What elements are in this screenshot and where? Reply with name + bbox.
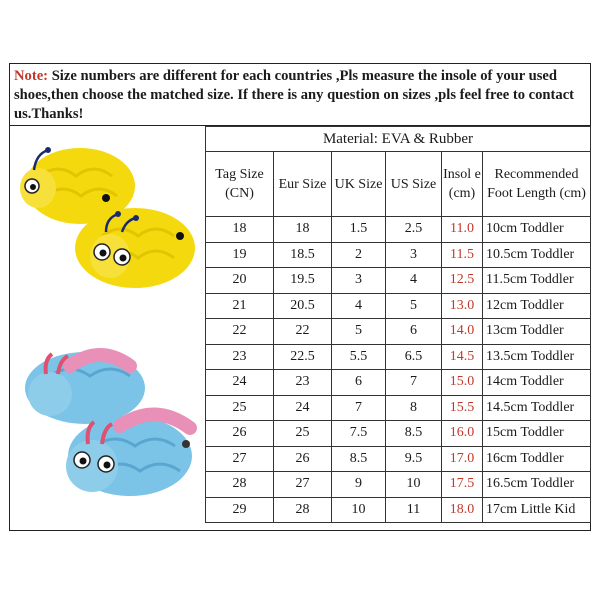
material-caption: Material: EVA & Rubber xyxy=(206,127,591,152)
cell-us-size: 8.5 xyxy=(386,421,442,447)
table-row xyxy=(206,472,591,498)
size-note xyxy=(10,64,590,126)
header-row xyxy=(206,152,591,217)
cell-tag-size: 22 xyxy=(206,319,274,345)
cell-insole: 18.0 xyxy=(442,497,483,523)
header-foot-length: Recommended Foot Length (cm) xyxy=(483,152,591,217)
cell-insole: 11.0 xyxy=(442,217,483,243)
size-table xyxy=(205,126,591,523)
cell-foot-length: 14.5cm Toddler xyxy=(483,395,591,421)
cell-tag-size: 23 xyxy=(206,344,274,370)
cell-foot-length: 17cm Little Kid xyxy=(483,497,591,523)
cell-foot-length: 10cm Toddler xyxy=(483,217,591,243)
cell-foot-length: 11.5cm Toddler xyxy=(483,268,591,294)
cell-us-size: 9.5 xyxy=(386,446,442,472)
cell-eur-size: 18.5 xyxy=(274,242,332,268)
cell-tag-size: 26 xyxy=(206,421,274,447)
cell-insole: 15.0 xyxy=(442,370,483,396)
table-row xyxy=(206,497,591,523)
blue-caterpillar-clogs xyxy=(25,352,192,496)
note-text: Size numbers are different for each countries ,Pls measure the insole of your used shoes,then choose the matched size. If there is any question on sizes ,pls feel free to contact us.Thanks! xyxy=(14,68,575,122)
table-row xyxy=(206,293,591,319)
cell-insole: 11.5 xyxy=(442,242,483,268)
cell-uk-size: 8.5 xyxy=(332,446,386,472)
cell-foot-length: 15cm Toddler xyxy=(483,421,591,447)
table-row xyxy=(206,242,591,268)
yellow-caterpillar-clogs xyxy=(20,147,195,288)
cell-us-size: 5 xyxy=(386,293,442,319)
cell-tag-size: 29 xyxy=(206,497,274,523)
table-row xyxy=(206,446,591,472)
cell-foot-length: 16.5cm Toddler xyxy=(483,472,591,498)
cell-eur-size: 22.5 xyxy=(274,344,332,370)
cell-uk-size: 7.5 xyxy=(332,421,386,447)
cell-foot-length: 13cm Toddler xyxy=(483,319,591,345)
cell-insole: 14.5 xyxy=(442,344,483,370)
cell-uk-size: 10 xyxy=(332,497,386,523)
cell-foot-length: 12cm Toddler xyxy=(483,293,591,319)
table-row xyxy=(206,421,591,447)
cell-eur-size: 25 xyxy=(274,421,332,447)
header-uk-size: UK Size xyxy=(332,152,386,217)
cell-eur-size: 24 xyxy=(274,395,332,421)
table-row xyxy=(206,319,591,345)
cell-us-size: 3 xyxy=(386,242,442,268)
cell-foot-length: 10.5cm Toddler xyxy=(483,242,591,268)
cell-foot-length: 13.5cm Toddler xyxy=(483,344,591,370)
cell-insole: 14.0 xyxy=(442,319,483,345)
cell-tag-size: 19 xyxy=(206,242,274,268)
note-label: Note: xyxy=(14,68,49,84)
cell-foot-length: 16cm Toddler xyxy=(483,446,591,472)
cell-us-size: 6 xyxy=(386,319,442,345)
cell-uk-size: 3 xyxy=(332,268,386,294)
cell-eur-size: 20.5 xyxy=(274,293,332,319)
cell-uk-size: 5 xyxy=(332,319,386,345)
cell-us-size: 8 xyxy=(386,395,442,421)
cell-tag-size: 18 xyxy=(206,217,274,243)
table-row xyxy=(206,344,591,370)
cell-foot-length: 14cm Toddler xyxy=(483,370,591,396)
header-eur-size: Eur Size xyxy=(274,152,332,217)
cell-tag-size: 24 xyxy=(206,370,274,396)
cell-tag-size: 20 xyxy=(206,268,274,294)
header-tag-size: Tag Size (CN) xyxy=(206,152,274,217)
table-row xyxy=(206,370,591,396)
cell-insole: 17.0 xyxy=(442,446,483,472)
cell-tag-size: 28 xyxy=(206,472,274,498)
cell-us-size: 11 xyxy=(386,497,442,523)
cell-us-size: 4 xyxy=(386,268,442,294)
table-row xyxy=(206,268,591,294)
cell-uk-size: 1.5 xyxy=(332,217,386,243)
cell-tag-size: 27 xyxy=(206,446,274,472)
cell-eur-size: 27 xyxy=(274,472,332,498)
cell-eur-size: 22 xyxy=(274,319,332,345)
cell-insole: 12.5 xyxy=(442,268,483,294)
cell-insole: 16.0 xyxy=(442,421,483,447)
cell-uk-size: 4 xyxy=(332,293,386,319)
header-us-size: US Size xyxy=(386,152,442,217)
cell-uk-size: 2 xyxy=(332,242,386,268)
product-photo xyxy=(10,126,205,530)
cell-insole: 17.5 xyxy=(442,472,483,498)
header-insole: Insol e (cm) xyxy=(442,152,483,217)
cell-eur-size: 28 xyxy=(274,497,332,523)
cell-eur-size: 19.5 xyxy=(274,268,332,294)
cell-us-size: 6.5 xyxy=(386,344,442,370)
cell-insole: 15.5 xyxy=(442,395,483,421)
cell-insole: 13.0 xyxy=(442,293,483,319)
cell-eur-size: 18 xyxy=(274,217,332,243)
cell-tag-size: 25 xyxy=(206,395,274,421)
cell-uk-size: 5.5 xyxy=(332,344,386,370)
cell-tag-size: 21 xyxy=(206,293,274,319)
cell-uk-size: 7 xyxy=(332,395,386,421)
cell-us-size: 2.5 xyxy=(386,217,442,243)
cell-us-size: 10 xyxy=(386,472,442,498)
cell-uk-size: 9 xyxy=(332,472,386,498)
table-row xyxy=(206,217,591,243)
size-chart xyxy=(9,63,591,531)
cell-eur-size: 23 xyxy=(274,370,332,396)
cell-eur-size: 26 xyxy=(274,446,332,472)
cell-uk-size: 6 xyxy=(332,370,386,396)
table-row xyxy=(206,395,591,421)
cell-us-size: 7 xyxy=(386,370,442,396)
